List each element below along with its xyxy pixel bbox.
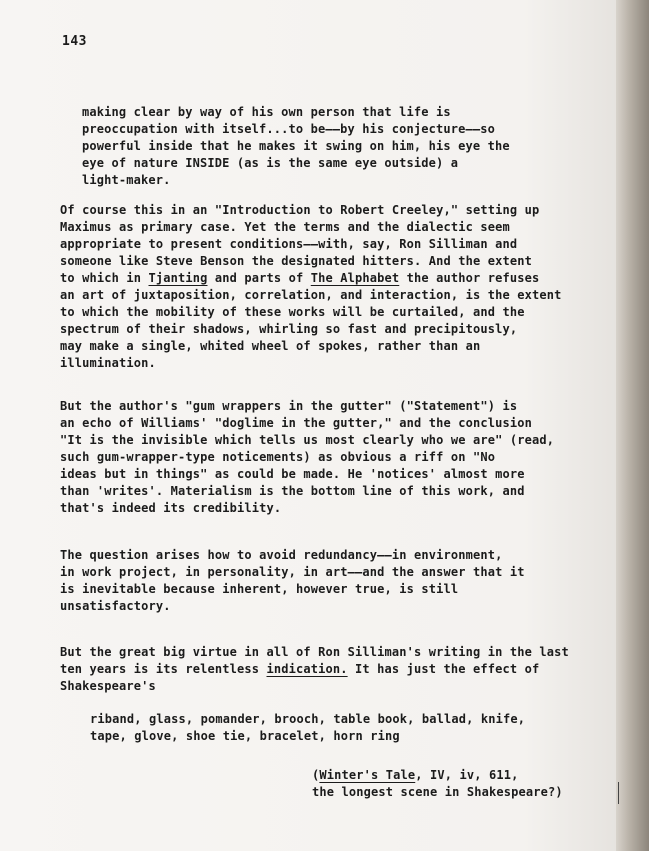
title-winters-tale: Winter's Tale [319,768,416,782]
paragraph-virtue [60,644,605,695]
citation [312,767,612,801]
shakespeare-list: riband, glass, pomander, brooch, table book, ballad, knife, tape, glove, shoe tie, bracelet, horn ring [90,712,526,743]
paragraph-gum-wrappers: But the author's "gum wrappers in the gutter" ("Statement") is an echo of Williams' "doglime in the gutter," and the conclusion "It is the invisible which tells us most clearly who we are" (read, such gum-wrapper-type noticements) as obvious a riff on "No ideas but in things" as could be made. He 'notices' almost more than 'writes'. Materialism is the bottom line of this work, and that's indeed its credibility. [60,399,555,515]
citation-text: , IV, iv, 611, the longest scene in Shakespeare?) [312,768,563,799]
title-the-alphabet: The Alphabet [310,271,400,285]
paragraph-creeley-text-b: and parts of [207,271,311,285]
paragraph-creeley [60,202,605,372]
book-gutter [616,0,649,851]
paragraph-virtue-text-b: It has just the effect of Shakespeare's [60,662,540,693]
paragraph-quotation: making clear by way of his own person that life is preoccupation with itself...to be——by his conjecture——so powerful inside that he makes it swing on him, his eye the eye of nature INSIDE (as is the same eye outside) a light-maker. [82,105,510,187]
paragraph-redundancy: The question arises how to avoid redundancy——in environment, in work project, in personality, in art——and the answer that it is inevitable because inherent, however true, is still unsatisfactory. [60,548,525,613]
page-number: 143 [62,34,87,49]
emphasis-indication: indication. [266,662,348,676]
paragraph-creeley-text-c: the author refuses an art of juxtaposition, correlation, and interaction, is the extent to which the mobility of these works will be curtailed, and the spectrum of their shadows, whirling so fast and precipitously, may make a single, whited wheel of spokes, rather than an illumination. [60,271,562,370]
title-tjanting: Tjanting [148,271,208,285]
margin-mark [618,782,619,804]
citation-open: ( [312,768,320,782]
paragraph-creeley-text-a: Of course this in an "Introduction to Robert Creeley," setting up Maximus as primary case. Yet the terms and the dialectic seem appropriate to present conditions——with, say, Ron Silliman and someone like Steve Benson the designated hitters. And the extent to which in [60,203,540,285]
paragraph-virtue-text-a: But the great big virtue in all of Ron Silliman's writing in the last ten years is its relentless [60,645,569,676]
